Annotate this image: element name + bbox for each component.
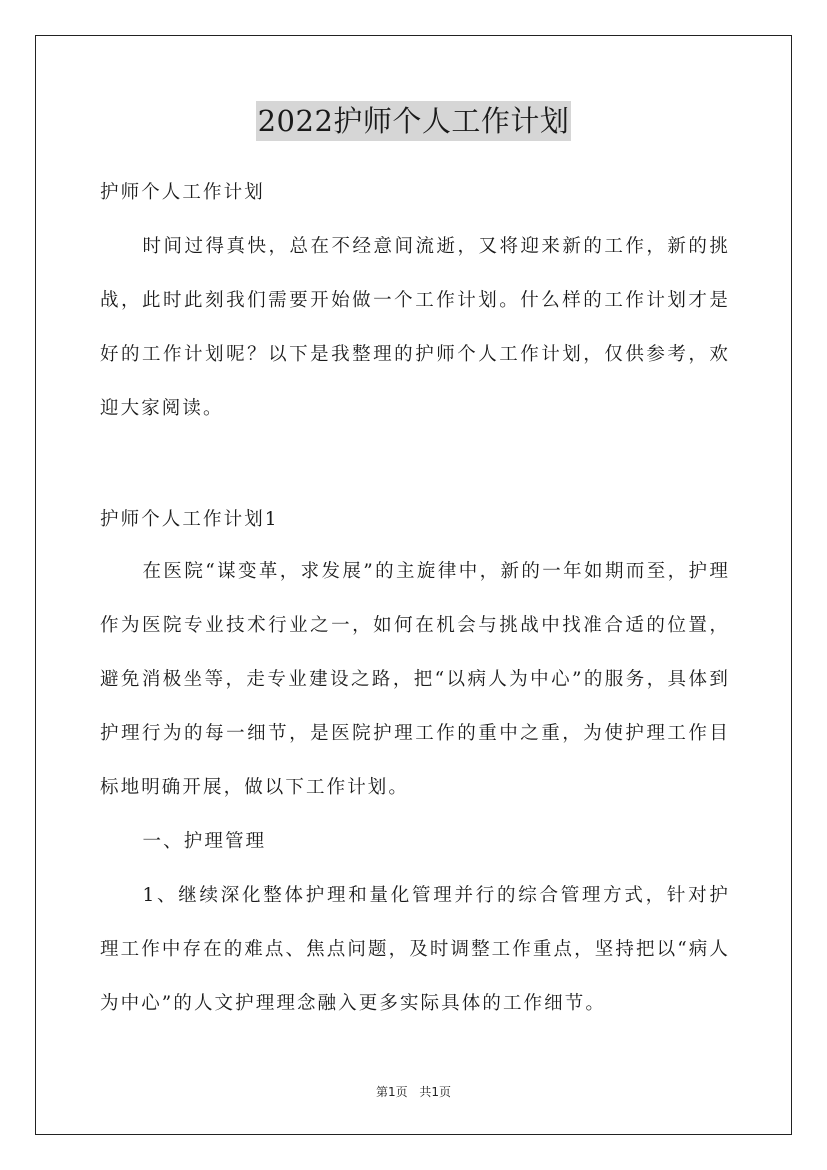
page-total: 共1页: [419, 1085, 452, 1099]
intro-paragraph: 时间过得真快，总在不经意间流逝，又将迎来新的工作，新的挑战，此时此刻我们需要开始做一个工作计划。什么样的工作计划才是好的工作计划呢？以下是我整理的护师个人工作计划，仅供参考，欢迎大家阅读。: [100, 236, 730, 419]
section-paragraph: 在医院“谋变革，求发展”的主旋律中，新的一年如期而至，护理作为医院专业技术行业之一，如何在机会与挑战中找准合适的位置，避免消极坐等，走专业建设之路，把“以病人为中心”的服务，具体到护理行为的每一细节，是医院护理工作的重中之重，为使护理工作目标地明确开展，做以下工作计划。: [100, 561, 730, 798]
document-subtitle: 护师个人工作计划: [100, 182, 265, 203]
page-number: 第1页: [375, 1085, 408, 1099]
section-heading: 护师个人工作计划1: [100, 509, 279, 530]
title-wrap: [0, 101, 827, 141]
page-footer: [0, 1083, 827, 1100]
list-item: 1、继续深化整体护理和量化管理并行的综合管理方式，针对护理工作中存在的难点、焦点问题，及时调整工作重点，坚持把以“病人为中心”的人文护理理念融入更多实际具体的工作细节。: [100, 885, 730, 1014]
subheading-nursing-management: 一、护理管理: [142, 831, 267, 852]
document-title: 2022护师个人工作计划: [256, 101, 572, 141]
